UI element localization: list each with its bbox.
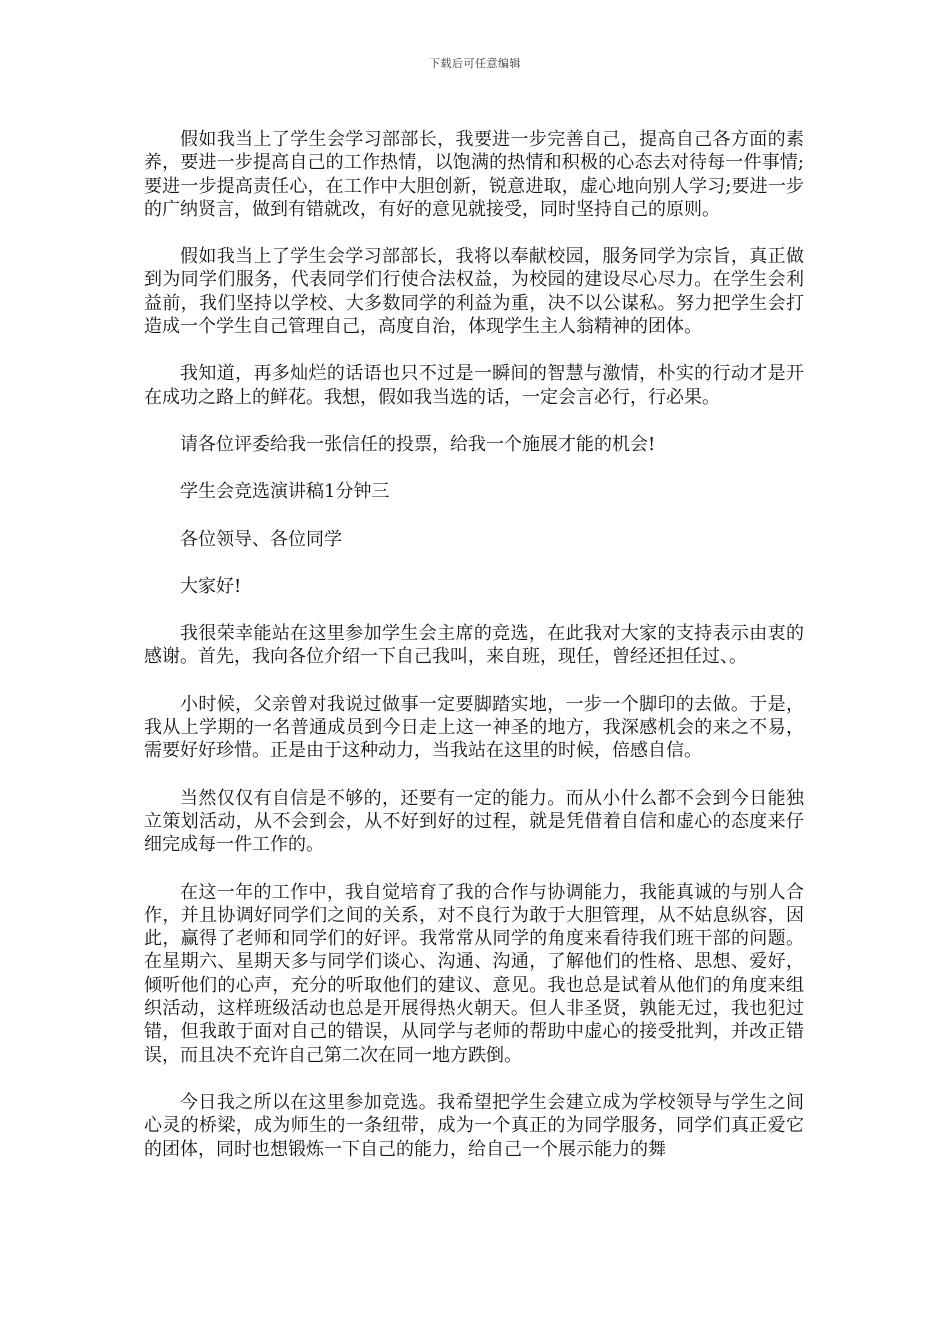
paragraph-12: 今日我之所以在这里参加竞选。我希望把学生会建立成为学校领导与学生之间心灵的桥梁，成为师生的一条纽带，成为一个真正的为同学服务，同学们真正爱它的团体，同时也想锻炼一下自己的能力，给自己一个展示能力的舞 [144,1091,804,1160]
paragraph-9: 小时候，父亲曾对我说过做事一定要脚踏实地，一步一个脚印的去做。于是，我从上学期的一名普通成员到今日走上这一神圣的地方，我深感机会的来之不易，需要好好珍惜。正是由于这种动力，当我站在这里的时候，倍感自信。 [144,693,804,762]
paragraph-1: 假如我当上了学生会学习部部长，我要进一步完善自己，提高自己各方面的素养，要进一步提高自己的工作热情，以饱满的热情和积极的心态去对待每一件事情;要进一步提高责任心，在工作中大胆创新，锐意进取，虚心地向别人学习;要进一步的广纳贤言，做到有错就改，有好的意见就接受，同时坚持自己的原则。 [144,129,804,220]
section-title: 学生会竞选演讲稿1分钟三 [180,481,390,503]
paragraph-2: 假如我当上了学生会学习部部长，我将以奉献校园，服务同学为宗旨，真正做到为同学们服务，代表同学们行使合法权益，为校园的建设尽心尽力。在学生会利益前，我们坚持以学校、大多数同学的利益为重，决不以公谋私。努力把学生会打造成一个学生自己管理自己，高度自治，体现学生主人翁精神的团体。 [144,246,804,338]
paragraph-11: 在这一年的工作中，我自觉培育了我的合作与协调能力，我能真诚的与别人合作，并且协调好同学们之间的关系，对不良行为敢于大胆管理，从不姑息纵容，因此，赢得了老师和同学们的好评。我常常从同学的角度来看待我们班干部的问题。在星期六、星期天多与同学们谈心、沟通、沟通，了解他们的性格、思想、爱好，倾听他们的心声，充分的听取他们的建议、意见。我也总是试着从他们的角度来组织活动，这样班级活动也总是开展得热火朝天。但人非圣贤，孰能无过，我也犯过错，但我敢于面对自己的错误，从同学与老师的帮助中虚心的接受批判，并改正错误，而且决不充许自己第二次在同一地方跌倒。 [144,881,804,1066]
paragraph-8: 我很荣幸能站在这里参加学生会主席的竞选，在此我对大家的支持表示由衷的感谢。首先，我向各位介绍一下自己我叫，来自班，现任，曾经还担任过、。 [144,623,804,668]
paragraph-10: 当然仅仅有自信是不够的，还要有一定的能力。而从小什么都不会到今日能独立策划活动，从不会到会，从不好到好的过程，就是凭借着自信和虚心的态度来仔细完成每一件工作的。 [144,787,804,856]
paragraph-3: 我知道，再多灿烂的话语也只不过是一瞬间的智慧与激情，朴实的行动才是开在成功之路上的鲜花。我想，假如我当选的话，一定会言必行，行必果。 [144,363,804,408]
document-body [144,128,804,1185]
salutation: 各位领导、各位同学 [180,528,342,550]
paragraph-4: 请各位评委给我一张信任的投票，给我一个施展才能的机会! [180,433,656,455]
greeting: 大家好! [180,575,242,597]
page-header: 下载后可任意编辑 [429,57,521,70]
